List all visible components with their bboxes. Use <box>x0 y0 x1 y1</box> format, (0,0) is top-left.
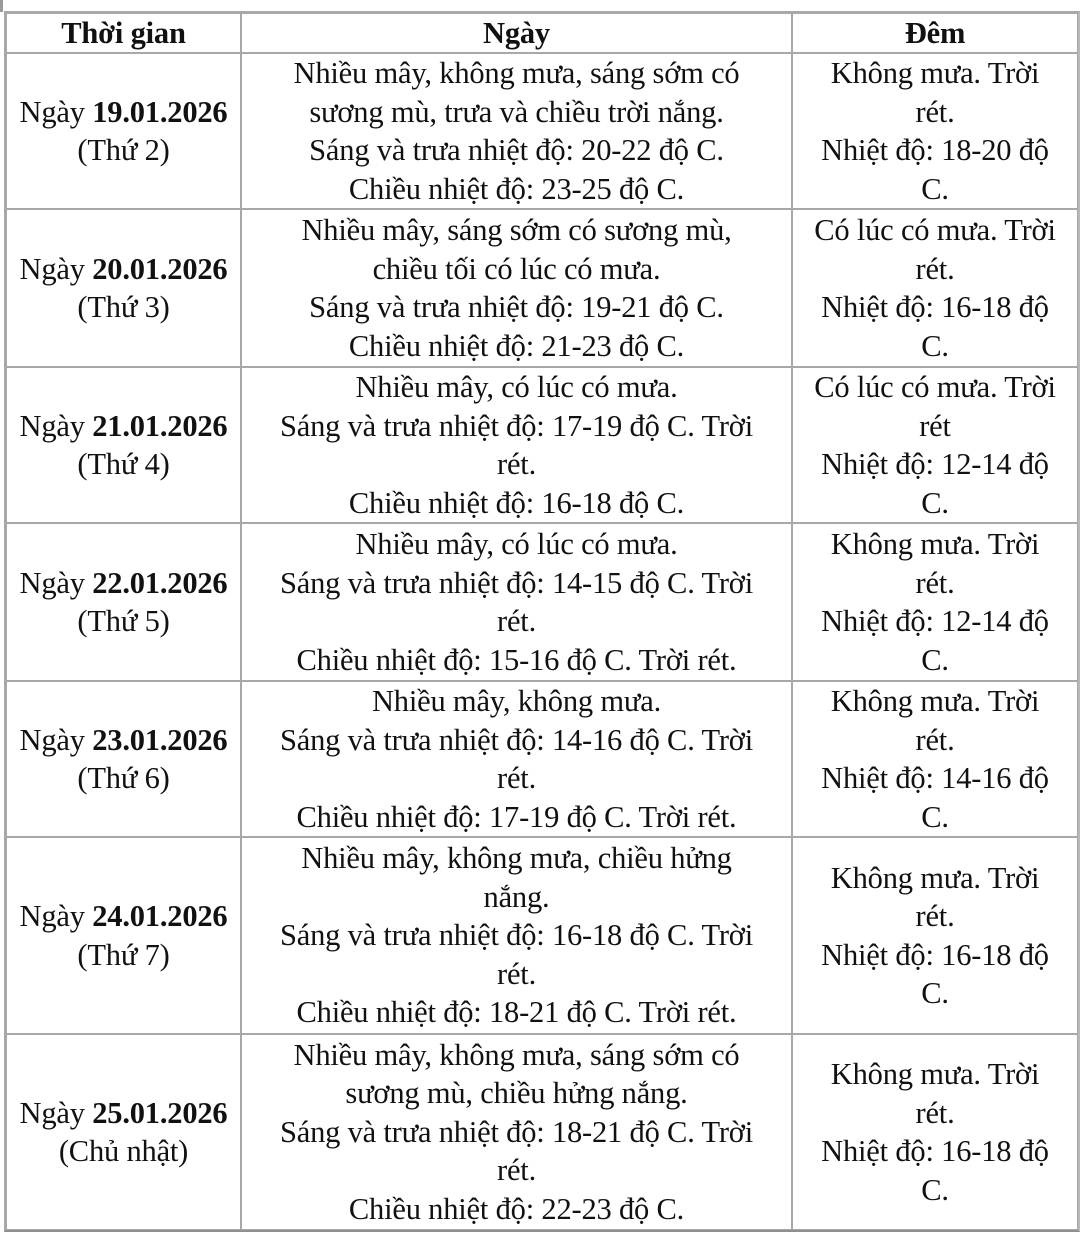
time-cell <box>6 367 241 523</box>
day-forecast-line: Nhiều mây, không mưa, chiều hửng <box>301 841 732 876</box>
day-forecast-line: Sáng và trưa nhiệt độ: 20-22 độ C. <box>309 133 724 167</box>
night-forecast-line: Nhiệt độ: 18-20 độ <box>821 133 1049 167</box>
date-line <box>9 897 238 936</box>
night-forecast-line: Không mưa. Trời <box>830 1057 1040 1091</box>
day-forecast-line: Sáng và trưa nhiệt độ: 14-16 độ C. Trời <box>279 722 754 757</box>
time-cell <box>6 523 241 681</box>
night-forecast-line: Không mưa. Trời <box>830 860 1040 895</box>
weekday-label: (Chủ nhật) <box>58 1134 189 1168</box>
day-forecast-line: Chiều nhiệt độ: 21-23 độ C. <box>348 328 685 363</box>
night-forecast-cell <box>792 367 1078 523</box>
day-forecast-line: sương mù, chiều hửng nắng. <box>345 1076 688 1111</box>
weekday-label: (Thứ 3) <box>77 290 170 324</box>
table-row <box>6 523 1078 681</box>
night-forecast-cell <box>792 681 1078 837</box>
night-forecast-line: rét. <box>915 1095 955 1130</box>
day-forecast-cell <box>241 523 792 681</box>
date-value: 20.01.2026 <box>92 251 228 286</box>
night-forecast-line: Nhiệt độ: 12-14 độ <box>821 447 1049 481</box>
night-forecast-line: C. <box>921 642 949 677</box>
night-forecast-line: Nhiệt độ: 14-16 độ <box>821 761 1049 795</box>
table-row <box>6 209 1078 367</box>
night-forecast-cell <box>792 209 1078 367</box>
day-forecast-cell <box>241 681 792 837</box>
day-forecast-line: Sáng và trưa nhiệt độ: 19-21 độ C. <box>309 290 724 324</box>
day-forecast-line: Chiều nhiệt độ: 16-18 độ C. <box>348 485 685 520</box>
night-forecast-line: C. <box>921 976 949 1010</box>
date-value: 23.01.2026 <box>92 722 228 757</box>
night-forecast-line: rét. <box>915 94 955 129</box>
weekday-label: (Thứ 5) <box>77 604 170 638</box>
table-row <box>6 53 1078 209</box>
night-forecast-line: rét. <box>915 899 955 933</box>
weekday-label: (Thứ 7) <box>77 937 170 972</box>
night-forecast-line: rét <box>919 408 951 443</box>
day-forecast-line: Nhiều mây, không mưa, sáng sớm có <box>293 56 740 90</box>
table-row <box>6 367 1078 523</box>
date-value: 24.01.2026 <box>92 899 228 933</box>
date-prefix: Ngày <box>19 94 93 129</box>
day-forecast-line: Nhiều mây, sáng sớm có sương mù, <box>301 213 732 247</box>
date-value: 19.01.2026 <box>92 94 228 129</box>
date-line <box>9 93 238 132</box>
day-forecast-line: Nhiều mây, không mưa, sáng sớm có <box>293 1037 740 1072</box>
day-forecast-line: Nhiều mây, không mưa. <box>371 684 662 718</box>
day-forecast-line: Chiều nhiệt độ: 23-25 độ C. <box>348 171 685 206</box>
night-forecast-cell <box>792 837 1078 1034</box>
day-forecast-cell <box>241 367 792 523</box>
date-line <box>9 1094 238 1133</box>
header-day: Ngày <box>241 13 792 53</box>
weekday-label: (Thứ 6) <box>77 761 170 795</box>
date-prefix: Ngày <box>19 251 93 286</box>
date-line <box>9 407 238 446</box>
day-forecast-line: Sáng và trưa nhiệt độ: 17-19 độ C. Trời <box>279 408 754 443</box>
day-forecast-line: Chiều nhiệt độ: 22-23 độ C. <box>348 1191 685 1226</box>
weather-forecast-table <box>4 11 1080 1232</box>
day-forecast-line: Chiều nhiệt độ: 18-21 độ C. Trời rét. <box>296 995 737 1030</box>
date-value: 25.01.2026 <box>92 1095 228 1130</box>
date-prefix: Ngày <box>19 1095 93 1130</box>
night-forecast-line: Có lúc có mưa. Trời <box>814 370 1056 404</box>
date-prefix: Ngày <box>19 565 93 600</box>
day-forecast-line: Sáng và trưa nhiệt độ: 14-15 độ C. Trời <box>279 565 754 600</box>
day-forecast-cell <box>241 209 792 367</box>
date-prefix: Ngày <box>19 899 93 933</box>
date-line <box>9 564 238 603</box>
time-cell <box>6 681 241 837</box>
date-prefix: Ngày <box>19 408 93 443</box>
time-cell <box>6 837 241 1034</box>
night-forecast-line: Có lúc có mưa. Trời <box>814 213 1056 247</box>
page-edge-divider <box>0 0 3 12</box>
night-forecast-line: Không mưa. Trời <box>830 684 1040 718</box>
day-forecast-line: Chiều nhiệt độ: 17-19 độ C. Trời rét. <box>296 799 737 834</box>
day-forecast-line: Nhiều mây, có lúc có mưa. <box>355 527 678 561</box>
day-forecast-line: rét. <box>497 447 536 481</box>
night-forecast-line: Nhiệt độ: 16-18 độ <box>821 290 1049 324</box>
day-forecast-line: rét. <box>497 761 536 795</box>
night-forecast-line: Không mưa. Trời <box>830 56 1040 90</box>
header-row <box>6 13 1078 53</box>
night-forecast-line: rét. <box>915 722 955 757</box>
night-forecast-line: C. <box>921 171 949 206</box>
night-forecast-line: C. <box>921 485 949 520</box>
day-forecast-line: Nhiều mây, có lúc có mưa. <box>355 370 678 404</box>
day-forecast-cell <box>241 1034 792 1230</box>
night-forecast-cell <box>792 523 1078 681</box>
table-row <box>6 837 1078 1034</box>
night-forecast-line: Nhiệt độ: 16-18 độ <box>821 937 1049 972</box>
night-forecast-line: Nhiệt độ: 16-18 độ <box>821 1134 1049 1168</box>
day-forecast-line: Chiều nhiệt độ: 15-16 độ C. Trời rét. <box>296 642 737 677</box>
date-line <box>9 250 238 289</box>
weekday-label: (Thứ 2) <box>77 133 170 167</box>
time-cell <box>6 209 241 367</box>
date-value: 22.01.2026 <box>92 565 228 600</box>
night-forecast-line: rét. <box>915 565 955 600</box>
day-forecast-line: rét. <box>497 604 536 638</box>
date-prefix: Ngày <box>19 722 93 757</box>
day-forecast-line: rét. <box>497 956 536 991</box>
night-forecast-cell <box>792 53 1078 209</box>
night-forecast-cell <box>792 1034 1078 1230</box>
header-night: Đêm <box>792 13 1078 53</box>
night-forecast-line: Không mưa. Trời <box>830 527 1040 561</box>
table-row <box>6 681 1078 837</box>
day-forecast-line: rét. <box>497 1153 536 1188</box>
day-forecast-cell <box>241 837 792 1034</box>
day-forecast-line: Sáng và trưa nhiệt độ: 16-18 độ C. Trời <box>279 918 754 953</box>
day-forecast-line: chiều tối có lúc có mưa. <box>372 251 661 286</box>
day-forecast-line: sương mù, trưa và chiều trời nắng. <box>309 94 724 129</box>
night-forecast-line: Nhiệt độ: 12-14 độ <box>821 604 1049 638</box>
night-forecast-line: rét. <box>915 251 955 286</box>
night-forecast-line: C. <box>921 799 949 834</box>
date-line <box>9 721 238 760</box>
header-time: Thời gian <box>6 13 241 53</box>
day-forecast-cell <box>241 53 792 209</box>
date-value: 21.01.2026 <box>92 408 228 443</box>
night-forecast-line: C. <box>921 1172 949 1207</box>
day-forecast-line: nắng. <box>483 879 550 914</box>
night-forecast-line: C. <box>921 328 949 363</box>
time-cell <box>6 1034 241 1230</box>
time-cell <box>6 53 241 209</box>
table-row <box>6 1034 1078 1230</box>
weekday-label: (Thứ 4) <box>77 447 170 481</box>
day-forecast-line: Sáng và trưa nhiệt độ: 18-21 độ C. Trời <box>279 1114 754 1149</box>
